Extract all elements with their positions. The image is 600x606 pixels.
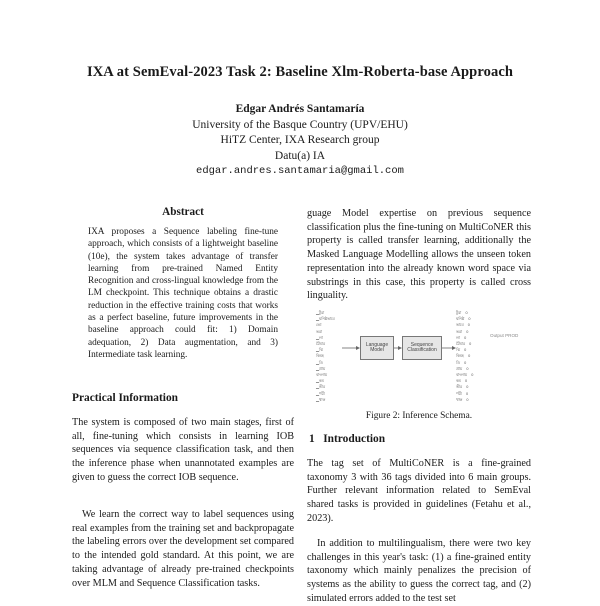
author-email[interactable]: edgar.andres.santamaria@gmail.com [196,165,404,178]
author-name: Edgar Andrés Santamaría [235,103,365,115]
practical-info-heading: Practical Information [72,392,178,404]
affiliation-1: University of the Basque Country (UPV/EHU) [192,118,408,131]
introduction-paragraph-2: In addition to multilingualism, there were two key challenges in this year's task: (1) a fine-grained entity taxonomy which mainly penalizes the precision of systems as the ability to guess the correct tag, and (2) simulated errors added to the test set [307,538,531,604]
affiliation-2: HiTZ Center, IXA Research group [220,134,380,147]
figure-caption: Figure 2: Inference Schema. [365,411,473,421]
introduction-heading [309,433,385,445]
practical-paragraph-2: We learn the correct way to label sequences using real examples from the training set and backpropagate the labeling errors over the development set compared to the intended gold standard. At this point, we are taking advantage of already pre-trained checkpoints over MLM and Sequence Classification tasks. [72,509,294,589]
introduction-title: Introduction [323,433,386,445]
abstract-text: IXA proposes a Sequence labeling fine-tune approach, which consists of a lightweight baseline (10e), the system takes advantage of transfer learning from pre-trained Named Entity Recognition and cross-lingual knowledge from the LM checkpoint. This technique obtains a drastic reduction in the effective training costs that works as a perfect baseline, future improvements in the baseline approach could fit: 1) Domain adequation, 2) Data augmentation, and 3) Intermediate task learning. [88,227,278,360]
paper-title: IXA at SemEval-2023 Task 2: Baseline Xlm-Roberta-base Approach [86,64,514,80]
introduction-number: 1 [309,433,315,445]
sequence-classification-box: Sequence Classification [402,336,442,360]
introduction-paragraph-1: The tag set of MultiCoNER is a fine-grained taxonomy 3 with 36 tags divided into 6 main groups. Further relevant information related to SemEval shared tasks is provided in guidelines (Fetahu et al., 2023). [307,458,531,524]
affiliation-3: Datu(a) IA [274,149,326,162]
author-block [0,102,600,180]
practical-paragraph-1: The system is composed of two main stages, first of all, fine-tuning which consists in learning IOB sequences via sequence classification task, and then the inference phase when unannotated examples are given to guess the correct IOB sequence. [72,417,294,483]
right-continuation-paragraph: guage Model expertise on previous sequence classification plus the fine-tuning on MultiCoNER this property is called transfer learning, additionally the Masked Language Modelling allows the unseen token representation into the already known word space via substrings in this case, this property is called cross linguality. [307,208,531,302]
inference-schema-figure [312,308,534,404]
input-tokens: ▁টুরা ▁ঘনিষ্ঠভাবে ভো ভরা ▁লা টৈমার ▁ঝি কিমহ ▁ডি ▁প্রায় বাংলায় ▁কম ▁ভীর ▁পরী ▁থাক [316,311,335,402]
output-tags: টুরা 0 ঘনিষ্ঠ 0 ভাবে 0 ভরা 0 লা 0 টৈমার 0 ঝি 0 কিমহ 0 ডি 0 প্রায় 0 বাংলায় 0 কম 0 ভীর 0 পরী 0 থাক 0 [456,311,474,402]
language-model-box: Language Model [360,336,394,360]
abstract-heading: Abstract [162,206,204,218]
output-prod-label: Output PROD [490,333,519,338]
